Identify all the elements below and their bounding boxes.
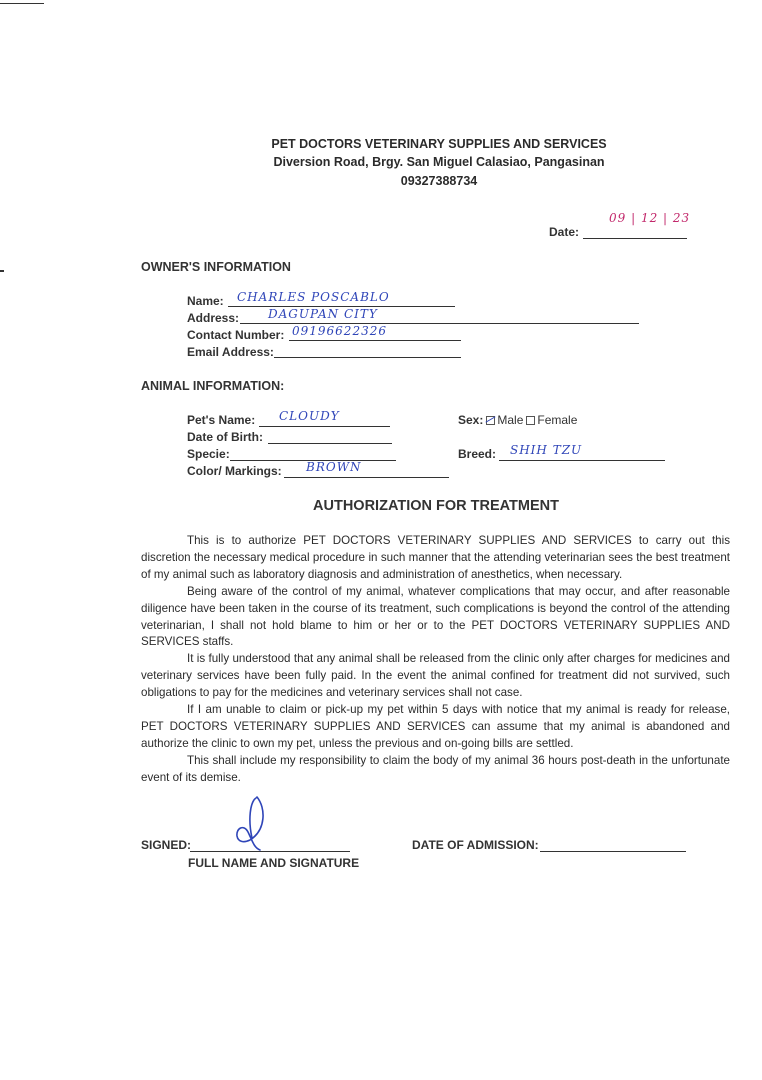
date-value: 09 | 12 | 23: [609, 211, 691, 225]
email-label: Email Address:: [187, 345, 274, 359]
email-line: [274, 357, 461, 358]
sex-female-checkbox[interactable]: [526, 416, 535, 425]
address-label: Address:: [187, 311, 240, 325]
dob-label: Date of Birth:: [187, 430, 263, 444]
color-line: [284, 477, 449, 478]
signature-caption: FULL NAME AND SIGNATURE: [188, 856, 360, 870]
name-value: CHARLES POSCABLO: [237, 290, 390, 304]
sex-label: Sex:: [458, 413, 484, 427]
authorization-paragraph: Being aware of the control of my animal, whatever complications that may occur, and after reasonable diligence have been taken in the course of its treatment, such complications is beyond the control of the attending veterinarian, I shall not hold blame to him or her or to the PET DOCTORS VETERINARY SUPPLIES AND SERVICES staffs.: [141, 584, 730, 649]
clinic-address: Diversion Road, Brgy. San Miguel Calasiao, Pangasinan: [273, 155, 605, 169]
clinic-phone: 09327388734: [400, 174, 478, 188]
contact-label: Contact Number:: [187, 328, 285, 342]
authorization-paragraph: This is to authorize PET DOCTORS VETERINARY SUPPLIES AND SERVICES to carry out this discretion the necessary medical procedure in such manner that the attending veterinarian sees the best treatment of my animal such as laboratory diagnosis and administration of anesthetics, when necessary.: [141, 534, 730, 581]
signed-label: SIGNED:: [141, 838, 192, 852]
date-label: Date:: [549, 225, 580, 239]
admission-label: DATE OF ADMISSION:: [412, 838, 539, 852]
name-label: Name:: [187, 294, 224, 308]
color-label: Color/ Markings:: [187, 464, 282, 478]
breed-line: [499, 460, 665, 461]
pet-name-label: Pet's Name:: [187, 413, 256, 427]
authorization-paragraph: It is fully understood that any animal shall be released from the clinic only after charges for medicines and veterinary services have been fully paid. In the event the animal confined for treatment did not survived, such obligations to pay for the medicines and veterinary services shall not case.: [141, 652, 730, 700]
authorization-paragraph: If I am unable to claim or pick-up my pet within 5 days with notice that my animal is ready for release, PET DOCTORS VETERINARY SUPPLIES AND SERVICES can assume that my animal is abandoned and authorize the clinic to own my pet, unless the previous and on-going bills are settled.: [141, 703, 730, 750]
authorization-body: [141, 533, 730, 787]
handwritten-signature: [226, 794, 272, 852]
authorization-paragraph: This shall include my responsibility to claim the body of my animal 36 hours post-death in the unfortunate event of its demise.: [141, 753, 730, 784]
sex-female-label: Female: [537, 413, 578, 427]
contact-line: [289, 340, 461, 341]
pet-name-line: [259, 426, 390, 427]
authorization-title: AUTHORIZATION FOR TREATMENT: [313, 498, 559, 514]
clinic-name: PET DOCTORS VETERINARY SUPPLIES AND SERVICES: [271, 137, 607, 151]
dob-line: [268, 443, 392, 444]
color-value: BROWN: [306, 460, 362, 474]
date-line: [583, 238, 687, 239]
contact-value: 09196622326: [292, 324, 387, 338]
admission-line: [540, 851, 686, 852]
sex-field: [458, 413, 577, 427]
sex-male-label: Male: [497, 413, 524, 427]
address-value: DAGUPAN CITY: [268, 307, 378, 321]
pet-name-value: CLOUDY: [279, 409, 340, 423]
scan-edge-mark: [0, 3, 44, 4]
breed-label: Breed:: [458, 447, 497, 461]
specie-label: Specie:: [187, 447, 230, 461]
animal-section-title: ANIMAL INFORMATION:: [141, 379, 285, 393]
sex-male-checkbox[interactable]: [486, 416, 495, 425]
scan-edge-mark: [0, 270, 4, 272]
owner-section-title: OWNER'S INFORMATION: [141, 260, 291, 274]
breed-value: SHIH TZU: [510, 443, 583, 457]
